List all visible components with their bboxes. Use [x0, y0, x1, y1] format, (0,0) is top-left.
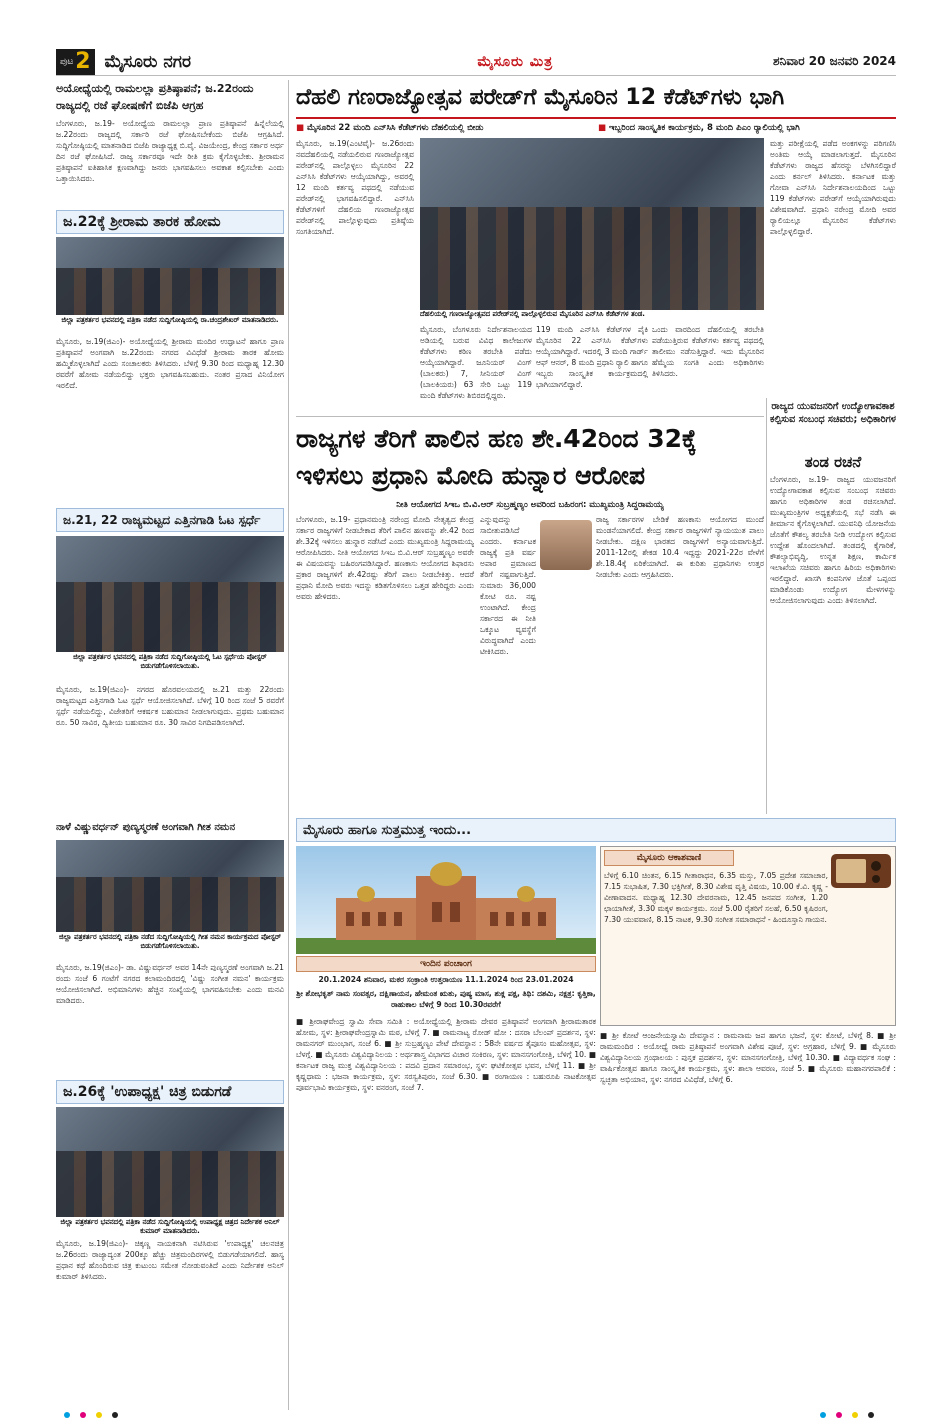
left-story-5-caption: ಜಿಲ್ಲಾ ಪತ್ರಕರ್ತರ ಭವನದಲ್ಲಿ ಪತ್ರಿಕಾ ನಡೆದ ಸುದ್ದಿಗೋಷ್ಠಿಯಲ್ಲಿ ಉಪಾಧ್ಯಕ್ಷ ಚಿತ್ರದ ನಿರ್ದೇಶಕ ಅನಿಲ್ ಕುಮಾರ್ ಮಾತನಾಡಿದರು.: [60, 1218, 280, 1235]
lead-subhead-1-text: ಮೈಸೂರಿನ 22 ಮಂದಿ ಎನ್‌ಸಿಸಿ ಕೆಡೆಟ್‌ಗಳು ದೆಹಲಿಯಲ್ಲಿ ಬೀಡು: [307, 123, 484, 133]
lead-body-col-4: ಒಂದು ವಾರದಿಂದ ದೆಹಲಿಯಲ್ಲಿ ತರಬೇತಿ ಪಡೆಯುತ್ತಿರುವ ಕೆಡೆಟ್‌ಗಳು ಕರ್ತವ್ಯ ಪಥದಲ್ಲಿ ತಾಲೀಮು ನಡೆಸುತ್ತಿದ್ದಾರೆ. ಇದು ಮೈಸೂರಿನ ಹೆಮ್ಮೆಯ ಸಂಗತಿ ಎಂದು ಅಧಿಕಾರಿಗಳು ತಿಳಿಸಿದರು.: [652, 325, 764, 378]
radio-title: ಮೈಸೂರು ಆಕಾಶವಾಣಿ: [604, 850, 734, 866]
left-story-5-body: ಮೈಸೂರು, ಜ.19(ಜಿಎಂ)- ಚಿಕ್ಕಣ್ಣ ನಾಯಕನಾಗಿ ನಟಿಸಿರುವ 'ಉಪಾಧ್ಯಕ್ಷ' ಚಲನಚಿತ್ರ ಜ.26ರಂದು ರಾಜ್ಯಾದ್ಯಂತ 200ಕ್ಕೂ ಹೆಚ್ಚು ಚಿತ್ರಮಂದಿರಗಳಲ್ಲಿ ಬಿಡುಗಡೆಯಾಗಲಿದೆ. ಹಾಸ್ಯ ಪ್ರಧಾನ ಕಥೆ ಹೊಂದಿರುವ ಚಿತ್ರ ಕುಟುಂಬ ಸಮೇತ ನೋಡುವಂತಿದೆ ಎಂದು ನಿರ್ದೇಶಕ ಅನಿಲ್ ಕುಮಾರ್ ತಿಳಿಸಿದರು.: [56, 1239, 284, 1281]
story2-body-col-1: ಬೆಂಗಳೂರು, ಜ.19- ಪ್ರಧಾನಮಂತ್ರಿ ನರೇಂದ್ರ ಮೋದಿ ನೇತೃತ್ವದ ಕೇಂದ್ರ ಸರ್ಕಾರ ರಾಜ್ಯಗಳಿಗೆ ನೀಡಬೇಕಾದ ತೆರಿಗೆ ಪಾಲಿನ ಹಣವನ್ನು ಶೇ.42 ರಿಂದ ಶೇ.32ಕ್ಕೆ ಇಳಿಸಲು ಹುನ್ನಾರ ನಡೆಸಿದೆ ಎಂದು ಮುಖ್ಯಮಂತ್ರಿ ಸಿದ್ದರಾಮಯ್ಯ ಆರೋಪಿಸಿದರು. ನೀತಿ ಆಯೋಗದ ಸಿಇಒ ಬಿ.ವಿ.ಆರ್ ಸುಬ್ರಹ್ಮಣ್ಯಂ ಅವರೇ ಈ ವಿಷಯವನ್ನು ಬಹಿರಂಗಪಡಿಸಿದ್ದಾರೆ. ಹಣಕಾಸು ಆಯೋಗದ ಶಿಫಾರಸು ಪ್ರಕಾರ ರಾಜ್ಯಗಳಿಗೆ ಶೇ.42ರಷ್ಟು ತೆರಿಗೆ ಪಾಲು ನೀಡಬೇಕಿತ್ತು. ಆದರೆ ಪ್ರಧಾನಿ ಮೋದಿ ಅವರು ಇದನ್ನು ಕಡಿತಗೊಳಿಸಲು ಒತ್ತಡ ಹೇರಿದ್ದರು ಎಂದು ಅವರು ಹೇಳಿದರು.: [296, 515, 474, 601]
panchanga-line-1: 20.1.2024 ಶನಿವಾರ, ಮಕರ ಸಂಕ್ರಾಂತಿ ಉತ್ತರಾಯಣ 11.1.2024 ರಿಂದ 23.01.2024: [318, 975, 574, 984]
section-name: ಮೈಸೂರು ನಗರ: [104, 51, 191, 72]
page-number-badge: [56, 49, 95, 75]
column-divider: [288, 80, 289, 1410]
ncc-cadets-photo: [420, 138, 764, 310]
press-meet-photo-1: [56, 237, 284, 315]
left-story-3-caption: ಜಿಲ್ಲಾ ಪತ್ರಕರ್ತರ ಭವನದಲ್ಲಿ ಪತ್ರಿಕಾ ನಡೆದ ಸುದ್ದಿಗೋಷ್ಠಿಯಲ್ಲಿ ಓಟ ಸ್ಪರ್ಧೆಯ ಪೋಸ್ಟರ್ ಬಿಡುಗಡೆಗೊಳಿಸಲಾಯಿತು.: [73, 653, 267, 670]
lead-body-col-5: ಮತ್ತು ಪರೀಕ್ಷೆಯಲ್ಲಿ ಪಡೆದ ಅಂಕಗಳನ್ನು ಪರಿಗಣಿಸಿ ಅಂತಿಮ ಆಯ್ಕೆ ಮಾಡಲಾಗುತ್ತದೆ. ಮೈಸೂರಿನ ಕೆಡೆಟ್‌ಗಳು ರಾಜ್ಯದ ಹೆಸರನ್ನು ಬೆಳಗಿಸಲಿದ್ದಾರೆ ಎಂದು ಕರ್ನಲ್ ತಿಳಿಸಿದರು. ಕರ್ನಾಟಕ ಮತ್ತು ಗೋವಾ ಎನ್‌ಸಿಸಿ ನಿರ್ದೇಶನಾಲಯದಿಂದ ಒಟ್ಟು 119 ಕೆಡೆಟ್‌ಗಳು ಪರೇಡ್‌ಗೆ ಆಯ್ಕೆಯಾಗಿರುವುದು ವಿಶೇಷವಾಗಿದೆ. ಪ್ರಧಾನಿ ನರೇಂದ್ರ ಮೋದಿ ಅವರ ರ್‍ಯಾಲಿಯಲ್ಲೂ ಮೈಸೂರಿನ ಕೆಡೆಟ್‌ಗಳು ಪಾಲ್ಗೊಳ್ಳಲಿದ್ದಾರೆ.: [770, 139, 896, 236]
story2-body-col-3: ರಾಜ್ಯ ಸರ್ಕಾರಗಳ ಬೇಡಿಕೆ ಹಣಕಾಸು ಆಯೋಗದ ಮುಂದೆ ಮಂಡನೆಯಾಗಲಿದೆ. ಕೇಂದ್ರ ಸರ್ಕಾರ ರಾಜ್ಯಗಳಿಗೆ ನ್ಯಾಯಯುತ ಪಾಲು ನೀಡಬೇಕು. ದಕ್ಷಿಣ ಭಾರತದ ರಾಜ್ಯಗಳಿಗೆ ಅನ್ಯಾಯವಾಗುತ್ತಿದೆ. 2011-12ರಲ್ಲಿ ಶೇಕಡ 10.4 ಇದ್ದದ್ದು 2021-22ರ ವೇಳೆಗೆ ಶೇ.18.4ಕ್ಕೆ ಏರಿಕೆಯಾಗಿದೆ. ಈ ಕುರಿತು ಪ್ರಧಾನಿಗಳು ಉತ್ತರ ನೀಡಬೇಕು ಎಂದು ಆಗ್ರಹಿಸಿದರು.: [596, 515, 764, 579]
geetha-namana-photo: [56, 840, 284, 932]
lead-body-col-2: ಮೈಸೂರು, ಬೆಂಗಳೂರು ನಿರ್ದೇಶನಾಲಯದ ಅಡಿಯಲ್ಲಿ ಬರುವ ವಿವಿಧ ಕಾಲೇಜುಗಳ ಕೆಡೆಟ್‌ಗಳು ಕಠಿಣ ತರಬೇತಿ ಪಡೆದು ಆಯ್ಕೆಯಾಗಿದ್ದಾರೆ. ಜೂನಿಯರ್ ವಿಂಗ್ (ಬಾಲಕರು) 7, ಸೀನಿಯರ್ ವಿಂಗ್ (ಬಾಲಕಿಯರು) 63 ಸೇರಿ ಒಟ್ಟು 119 ಮಂದಿ ಕೆಡೆಟ್‌ಗಳು ಶಿಬಿರದಲ್ಲಿದ್ದರು.: [420, 325, 532, 400]
left-story-4-caption: ಜಿಲ್ಲಾ ಪತ್ರಕರ್ತರ ಭವನದಲ್ಲಿ ಪತ್ರಿಕಾ ನಡೆದ ಸುದ್ದಿಗೋಷ್ಠಿಯಲ್ಲಿ ಗೀತ ನಮನ ಕಾರ್ಯಕ್ರಮದ ಪೋಸ್ಟರ್ ಬಿಡುಗಡೆಗೊಳಿಸಲಾಯಿತು.: [59, 933, 281, 950]
radio-schedule-body: ಬೆಳಿಗ್ಗೆ 6.10 ಚಿಂತನ, 6.15 ಗೀತಾರಾಧನ, 6.35 ಮಸ್ತು, 7.05 ಪ್ರದೇಶ ಸಮಾಚಾರ, 7.15 ಸುಭಾಷಿತ, 7.30 ಭಕ್ತಿಗೀತೆ, 8.30 ವಿಶೇಷ ವೃತ್ತಿ ವಿಷಯ, 10.00 ಕೆ.ವಿ. ಕೃಷ್ಣ - ವೀಣಾವಾದನ. ಮಧ್ಯಾಹ್ನ 12.30 ದೇವರನಾಮ, 12.45 ಜನಪದ ಸಂಗೀತ, 1.20 ಛಾಯಾಗೀತೆ, 3.30 ಮಕ್ಕಳ ಕಾರ್ಯಕ್ರಮ. ಸಂಜೆ 5.00 ರೈತರಿಗೆ ಸಲಹೆ, 6.50 ಕೃಷಿರಂಗ, 7.30 ಯುವವಾಣಿ, 8.15 ನಾಟಕ, 9.30 ಸಂಗೀತ ಸಮಾರಾಧನೆ - ಹಿಂದೂಸ್ತಾನಿ ಗಾಯನ.: [604, 871, 828, 924]
left-story-5-headline: ಜ.26ಕ್ಕೆ 'ಉಪಾಧ್ಯಕ್ಷ' ಚಿತ್ರ ಬಿಡುಗಡೆ: [56, 1080, 284, 1104]
left-story-4-headline: ನಾಳೆ ವಿಷ್ಣುವರ್ಧನ್ ಪುಣ್ಯಸ್ಮರಣೆ ಅಂಗವಾಗಿ ಗೀತ ನಮನ: [56, 822, 236, 833]
story3-headline-emphasis: ತಂಡ ರಚನೆ: [804, 453, 862, 471]
mysore-palace-illustration: [296, 846, 596, 954]
cm-portrait-photo: [540, 520, 592, 570]
left-story-2-caption: ಜಿಲ್ಲಾ ಪತ್ರಕರ್ತರ ಭವನದಲ್ಲಿ ಪತ್ರಿಕಾ ನಡೆದ ಸುದ್ದಿಗೋಷ್ಠಿಯಲ್ಲಿ ರಾ.ಚಂದ್ರಶೇಖರ್ ಮಾತನಾಡಿದರು.: [61, 316, 279, 324]
left-story-3-headline: ಜ.21, 22 ರಾಜ್ಯಮಟ್ಟದ ಎತ್ತಿನಗಾಡಿ ಓಟ ಸ್ಪರ್ಧೆ: [56, 508, 284, 532]
print-color-marks: [64, 1412, 118, 1418]
today-section-title: ಮೈಸೂರು ಹಾಗೂ ಸುತ್ತಮುತ್ತ ಇಂದು...: [296, 818, 896, 842]
page-label: ಪುಟ: [60, 56, 74, 67]
lead-body-col-1: ಮೈಸೂರು, ಜ.19(ಎಂಟಿವೈ)- ಜ.26ರಂದು ನವದೆಹಲಿಯಲ್ಲಿ ನಡೆಯಲಿರುವ ಗಣರಾಜ್ಯೋತ್ಸವ ಪರೇಡ್‌ನಲ್ಲಿ ಪಾಲ್ಗೊಳ್ಳಲು ಮೈಸೂರಿನ 22 ಎನ್‌ಸಿಸಿ ಕೆಡೆಟ್‌ಗಳು ಆಯ್ಕೆಯಾಗಿದ್ದು, ಅವರಲ್ಲಿ 12 ಮಂದಿ ಕರ್ತವ್ಯ ಪಥದಲ್ಲಿ ನಡೆಯುವ ಪರೇಡ್‌ನಲ್ಲಿ ಭಾಗವಹಿಸಲಿದ್ದಾರೆ. ಎನ್‌ಸಿಸಿ ಕೆಡೆಟ್‌ಗಳಿಗೆ ದೆಹಲಿಯ ಗಣರಾಜ್ಯೋತ್ಸವ ಪರೇಡ್‌ನಲ್ಲಿ ಪಾಲ್ಗೊಳ್ಳುವುದು ಪ್ರತಿಷ್ಠೆಯ ಸಂಗತಿಯಾಗಿದೆ.: [296, 139, 414, 236]
lead-subhead-2-text: ಇಬ್ಬರಿಂದ ಸಾಂಸ್ಕೃತಿಕ ಕಾರ್ಯಕ್ರಮ, 8 ಮಂದಿ ಪಿಎಂ ರ್‍ಯಾಲಿಯಲ್ಲಿ ಭಾಗಿ: [609, 123, 800, 133]
issue-date: ಶನಿವಾರ 20 ಜನವರಿ 2024: [773, 54, 896, 68]
page-number: 2: [75, 49, 91, 74]
lead-subhead-1: ■ ಮೈಸೂರಿನ 22 ಮಂದಿ ಎನ್‌ಸಿಸಿ ಕೆಡೆಟ್‌ಗಳು ದೆಹಲಿಯಲ್ಲಿ ಬೀಡು: [296, 123, 484, 133]
story3-headline: ರಾಜ್ಯದ ಯುವಜನರಿಗೆ ಉದ್ಯೋಗಾವಕಾಶ ಕಲ್ಪಿಸುವ ಸಂಬಂಧ ಸಚಿವರು; ಅಧಿಕಾರಿಗಳ: [770, 401, 896, 425]
story2-headline: ರಾಜ್ಯಗಳ ತೆರಿಗೆ ಪಾಲಿನ ಹಣ ಶೇ.42ರಿಂದ 32ಕ್ಕೆ ಇಳಿಸಲು ಪ್ರಧಾನಿ ಮೋದಿ ಹುನ್ನಾರ ಆರೋಪ: [296, 424, 697, 490]
print-color-marks-right: [820, 1412, 874, 1418]
story2-body-col-2: ಎನ್ನುವುದನ್ನು ಸಾಬೀತುಪಡಿಸಿದೆ ಎಂದರು. ಕರ್ನಾಟಕ ರಾಜ್ಯಕ್ಕೆ ಪ್ರತಿ ವರ್ಷ ಅಪಾರ ಪ್ರಮಾಣದ ತೆರಿಗೆ ನಷ್ಟವಾಗುತ್ತಿದೆ. ಸುಮಾರು 36,000 ಕೋಟಿ ರೂ. ನಷ್ಟ ಉಂಟಾಗಿದೆ. ಕೇಂದ್ರ ಸರ್ಕಾರದ ಈ ನೀತಿ ಒಕ್ಕೂಟ ವ್ಯವಸ್ಥೆಗೆ ವಿರುದ್ಧವಾಗಿದೆ ಎಂದು ಟೀಕಿಸಿದರು.: [480, 515, 536, 656]
left-story-2-body: ಮೈಸೂರು, ಜ.19(ಜಿಎಂ)- ಅಯೋಧ್ಯೆಯಲ್ಲಿ ಶ್ರೀರಾಮ ಮಂದಿರ ಉದ್ಘಾಟನೆ ಹಾಗೂ ಪ್ರಾಣ ಪ್ರತಿಷ್ಠಾಪನೆ ಅಂಗವಾಗಿ ಜ.22ರಂದು ನಗರದ ವಿವಿಧೆಡೆ ಶ್ರೀರಾಮ ತಾರಕ ಹೋಮ ಹಮ್ಮಿಕೊಳ್ಳಲಾಗಿದೆ ಎಂದು ಸಂಚಾಲಕರು ತಿಳಿಸಿದರು. ಬೆಳಿಗ್ಗೆ 9.30 ರಿಂದ ಮಧ್ಯಾಹ್ನ 12.30 ರವರೆಗೆ ಹೋಮ ನಡೆಯಲಿದ್ದು ಭಕ್ತರು ಭಾಗವಹಿಸಬಹುದು. ನಂತರ ಪ್ರಸಾದ ವಿನಿಯೋಗ ಇರಲಿದೆ.: [56, 337, 284, 390]
panchanga-title: ಇಂದಿನ ಪಂಚಾಂಗ: [296, 956, 596, 972]
story-divider: [296, 416, 764, 417]
left-story-3-body: ಮೈಸೂರು, ಜ.19(ಜಿಎಂ)- ನಗರದ ಹೊರವಲಯದಲ್ಲಿ ಜ.21 ಮತ್ತು 22ರಂದು ರಾಜ್ಯಮಟ್ಟದ ಎತ್ತಿನಗಾಡಿ ಓಟ ಸ್ಪರ್ಧೆ ಆಯೋಜಿಸಲಾಗಿದೆ. ಬೆಳಿಗ್ಗೆ 10 ರಿಂದ ಸಂಜೆ 5 ರವರೆಗೆ ಸ್ಪರ್ಧೆ ನಡೆಯಲಿದ್ದು, ವಿಜೇತರಿಗೆ ಆಕರ್ಷಕ ಬಹುಮಾನ ನೀಡಲಾಗುವುದು. ಪ್ರಥಮ ಬಹುಮಾನ ರೂ. 50 ಸಾವಿರ, ದ್ವಿತೀಯ ಬಹುಮಾನ ರೂ. 30 ಸಾವಿರ ನಿಗದಿಪಡಿಸಲಾಗಿದೆ.: [56, 685, 284, 727]
left-story-1-body: ಬೆಂಗಳೂರು, ಜ.19- ಅಯೋಧ್ಯೆಯ ರಾಮಲಲ್ಲಾ ಪ್ರಾಣ ಪ್ರತಿಷ್ಠಾಪನೆ ಹಿನ್ನೆಲೆಯಲ್ಲಿ ಜ.22ರಂದು ರಾಜ್ಯದಲ್ಲಿ ಸರ್ಕಾರಿ ರಜೆ ಘೋಷಿಸಬೇಕೆಂದು ಬಿಜೆಪಿ ಆಗ್ರಹಿಸಿದೆ. ಸುದ್ದಿಗೋಷ್ಠಿಯಲ್ಲಿ ಮಾತನಾಡಿದ ಬಿಜೆಪಿ ರಾಜ್ಯಾಧ್ಯಕ್ಷ ಬಿ.ವೈ. ವಿಜಯೇಂದ್ರ, ಕೇಂದ್ರ ಸರ್ಕಾರ ಅರ್ಧ ದಿನ ರಜೆ ಘೋಷಿಸಿದೆ. ರಾಜ್ಯ ಸರ್ಕಾರವೂ ಇದೇ ರೀತಿ ಕ್ರಮ ಕೈಗೊಳ್ಳಬೇಕು. ಶ್ರೀರಾಮನ ಪ್ರತಿಷ್ಠಾಪನೆ ಐತಿಹಾಸಿಕ ಕ್ಷಣವಾಗಿದ್ದು ಜನರು ಭಾಗವಹಿಸಲು ಅವಕಾಶ ಕಲ್ಪಿಸಬೇಕು ಎಂದು ಒತ್ತಾಯಿಸಿದರು.: [56, 119, 284, 183]
left-story-1-headline: ಅಯೋಧ್ಯೆಯಲ್ಲಿ ರಾಮಲಲ್ಲಾ ಪ್ರತಿಷ್ಠಾಪನೆ; ಜ.22ರಂದು ರಾಜ್ಯದಲ್ಲಿ ರಜೆ ಘೋಷಣೆಗೆ ಬಿಜೆಪಿ ಆಗ್ರಹ: [56, 82, 254, 112]
panchanga-line-2: ಶ್ರೀ ಶೋಭಕೃತ್ ನಾಮ ಸಂವತ್ಸರ, ದಕ್ಷಿಣಾಯನ, ಹೇಮಂತ ಋತು, ಪುಷ್ಯ ಮಾಸ, ಶುಕ್ಲ ಪಕ್ಷ, ತಿಥಿ: ದಶಮಿ, ನಕ್ಷತ್ರ: ಕೃತ್ತಿಕಾ, ರಾಹುಕಾಲ ಬೆಳಿಗ್ಗೆ 9 ರಿಂದ 10.30ರವರೆಗೆ: [296, 989, 596, 1009]
lead-body-col-3: 119 ಮಂದಿ ಎನ್‌ಸಿಸಿ ಕೆಡೆಟ್‌ಗಳ ಪೈಕಿ ಮೈಸೂರಿನ 22 ಎನ್‌ಸಿಸಿ ಕೆಡೆಟ್‌ಗಳು ಆಯ್ಕೆಯಾಗಿದ್ದಾರೆ. ಇದರಲ್ಲಿ 3 ಮಂದಿ ಗಾರ್ಡ್ ಆಫ್ ಆನರ್, 8 ಮಂದಿ ಪ್ರಧಾನಿ ರ್‍ಯಾಲಿ ಹಾಗೂ ಇಬ್ಬರು ಸಾಂಸ್ಕೃತಿಕ ಕಾರ್ಯಕ್ರಮದಲ್ಲಿ ಭಾಗಿಯಾಗಲಿದ್ದಾರೆ.: [536, 325, 648, 389]
story3-body: ಬೆಂಗಳೂರು, ಜ.19- ರಾಜ್ಯದ ಯುವಜನರಿಗೆ ಉದ್ಯೋಗಾವಕಾಶ ಕಲ್ಪಿಸುವ ಸಂಬಂಧ ಸಚಿವರು ಹಾಗೂ ಅಧಿಕಾರಿಗಳ ತಂಡ ರಚಿಸಲಾಗಿದೆ. ಮುಖ್ಯಮಂತ್ರಿಗಳ ಅಧ್ಯಕ್ಷತೆಯಲ್ಲಿ ಸಭೆ ನಡೆಸಿ ಈ ತೀರ್ಮಾನ ಕೈಗೊಳ್ಳಲಾಗಿದೆ. ಯುವನಿಧಿ ಯೋಜನೆಯ ಜೊತೆಗೆ ಕೌಶಲ್ಯ ತರಬೇತಿ ನೀಡಿ ಉದ್ಯೋಗ ಕಲ್ಪಿಸುವ ಉದ್ದೇಶ ಹೊಂದಲಾಗಿದೆ. ತಂಡದಲ್ಲಿ ಕೈಗಾರಿಕೆ, ಕೌಶಲ್ಯಾಭಿವೃದ್ಧಿ, ಉನ್ನತ ಶಿಕ್ಷಣ, ಕಾರ್ಮಿಕ ಇಲಾಖೆಯ ಸಚಿವರು ಹಾಗೂ ಹಿರಿಯ ಅಧಿಕಾರಿಗಳು ಇರಲಿದ್ದಾರೆ. ಖಾಸಗಿ ಕಂಪನಿಗಳ ಜೊತೆ ಒಪ್ಪಂದ ಮಾಡಿಕೊಂಡು ಉದ್ಯೋಗ ಮೇಳಗಳನ್ನು ಆಯೋಜಿಸಲಾಗುವುದು ಎಂದು ತಿಳಿಸಲಾಗಿದೆ.: [770, 475, 896, 605]
headline-rule: [296, 117, 896, 119]
lead-subhead-2: ■ ಇಬ್ಬರಿಂದ ಸಾಂಸ್ಕೃತಿಕ ಕಾರ್ಯಕ್ರಮ, 8 ಮಂದಿ ಪಿಎಂ ರ್‍ಯಾಲಿಯಲ್ಲಿ ಭಾಗಿ: [598, 123, 800, 133]
left-story-2-headline: ಜ.22ಕ್ಕೆ ಶ್ರೀರಾಮ ತಾರಕ ಹೋಮ: [56, 210, 284, 234]
movie-press-meet-photo: [56, 1107, 284, 1217]
story2-subhead: ನೀತಿ ಆಯೋಗದ ಸಿಇಒ ಬಿ.ವಿ.ಆರ್ ಸುಬ್ರಹ್ಮಣ್ಯಂ ಅವರಿಂದ ಬಹಿರಂಗ: ಮುಖ್ಯಮಂತ್ರಿ ಸಿದ್ದರಾಮಯ್ಯ: [396, 500, 664, 510]
left-story-4-body: ಮೈಸೂರು, ಜ.19(ಜಿಎಂ)- ಡಾ. ವಿಷ್ಣುವರ್ಧನ್ ಅವರ 14ನೇ ಪುಣ್ಯಸ್ಮರಣೆ ಅಂಗವಾಗಿ ಜ.21 ರಂದು ಸಂಜೆ 6 ಗಂಟೆಗೆ ನಗರದ ಕಲಾಮಂದಿರದಲ್ಲಿ 'ವಿಷ್ಣು ಸಂಗೀತ ನಮನ' ಕಾರ್ಯಕ್ರಮ ಆಯೋಜಿಸಲಾಗಿದೆ. ಅಭಿಮಾನಿಗಳು ಹೆಚ್ಚಿನ ಸಂಖ್ಯೆಯಲ್ಲಿ ಭಾಗವಹಿಸಬೇಕು ಎಂದು ಮನವಿ ಮಾಡಿದರು.: [56, 963, 284, 1005]
lead-photo-caption: ದೆಹಲಿಯಲ್ಲಿ ಗಣರಾಜ್ಯೋತ್ಸವದ ಪರೇಡ್‌ನಲ್ಲಿ ಪಾಲ್ಗೊಳ್ಳಲಿರುವ ಮೈಸೂರಿನ ಎನ್‌ಸಿಸಿ ಕೆಡೆಟ್‌ಗಳ ತಂಡ.: [420, 310, 645, 318]
masthead: ಮೈಸೂರು ಮಿತ್ರ: [477, 53, 554, 70]
today-events-list: ■ ಶ್ರೀರಾಘವೇಂದ್ರ ಸ್ವಾಮಿ ಸೇವಾ ಸಮಿತಿ : ಅಯೋಧ್ಯೆಯಲ್ಲಿ ಶ್ರೀರಾಮ ದೇವರ ಪ್ರತಿಷ್ಠಾಪನೆ ಅಂಗವಾಗಿ ಶ್ರೀರಾಮತಾರಕ ಹೋಮ, ಸ್ಥಳ: ಶ್ರೀರಾಘವೇಂದ್ರಸ್ವಾಮಿ ಮಠ, ಬೆಳಿಗ್ಗೆ 7. ■ ರಾಮನಾಟ್ಯ ರೋಡ್ ಷೋ : ದಸರಾ ಬೆಲಂಪ್ ಪ್ರದರ್ಶನ, ಸ್ಥಳ: ರಾಮನಗರ್ ಮುಂಭಾಗ, ಸಂಜೆ 6. ■ ಶ್ರೀ ಸುಬ್ರಹ್ಮಣ್ಯಂ ಪೇಟೆ ದೇವಸ್ಥಾನ : 58ನೇ ವರ್ಷದ ತೈಪೂಸಂ ಮಹೋತ್ಸವ, ಸ್ಥಳ: ಬೆಳಗ್ಗೆ. ■ ಮೈಸೂರು ವಿಶ್ವವಿದ್ಯಾನಿಲಯ : ಅರ್ಥಶಾಸ್ತ್ರ ವಿಭಾಗದ ವಿಚಾರ ಸಂಕಿರಣ, ಸ್ಥಳ: ಮಾನಸಗಂಗೋತ್ರಿ, ಬೆಳಿಗ್ಗೆ 10. ■ ಕರ್ನಾಟಕ ರಾಜ್ಯ ಮುಕ್ತ ವಿಶ್ವವಿದ್ಯಾನಿಲಯ : ಪದವಿ ಪ್ರದಾನ ಸಮಾರಂಭ, ಸ್ಥಳ: ಘಟಿಕೋತ್ಸವ ಭವನ, ಬೆಳಿಗ್ಗೆ 11. ■ ಶ್ರೀ ಕೃಷ್ಣಧಾಮ : ಭಜನಾ ಕಾರ್ಯಕ್ರಮ, ಸ್ಥಳ: ಸರಸ್ವತಿಪುರಂ, ಸಂಜೆ 6.30. ■ ರಂಗಾಯಣ : ಬಹುರೂಪಿ ನಾಟಕೋತ್ಸವ ಪೂರ್ವಭಾವಿ ಕಾರ್ಯಕ್ರಮ, ಸ್ಥಳ: ವನರಂಗ, ಸಂಜೆ 7.: [296, 1017, 596, 1092]
lead-headline: ದೆಹಲಿ ಗಣರಾಜ್ಯೋತ್ಸವ ಪರೇಡ್‌ಗೆ ಮೈಸೂರಿನ 12 ಕೆಡೆಟ್‌ಗಳು ಭಾಗಿ: [296, 85, 785, 110]
bullock-cart-race-photo: [56, 536, 284, 652]
right-col-divider: [766, 398, 767, 814]
page-header: [56, 48, 896, 76]
today-events-right: ■ ಶ್ರೀ ಕೋಟೆ ಆಂಜನೇಯಸ್ವಾಮಿ ದೇವಸ್ಥಾನ : ರಾಮನಾಮ ಜಪ ಹಾಗೂ ಭಜನೆ, ಸ್ಥಳ: ಕೋಟೆ, ಬೆಳಿಗ್ಗೆ 8. ■ ಶ್ರೀ ರಾಮಮಂದಿರ : ಅಯೋಧ್ಯೆ ರಾಮ ಪ್ರತಿಷ್ಠಾಪನೆ ಅಂಗವಾಗಿ ವಿಶೇಷ ಪೂಜೆ, ಸ್ಥಳ: ಅಗ್ರಹಾರ, ಬೆಳಿಗ್ಗೆ 9. ■ ಮೈಸೂರು ವಿಶ್ವವಿದ್ಯಾನಿಲಯ ಗ್ರಂಥಾಲಯ : ಪುಸ್ತಕ ಪ್ರದರ್ಶನ, ಸ್ಥಳ: ಮಾನಸಗಂಗೋತ್ರಿ, ಬೆಳಿಗ್ಗೆ 10.30. ■ ವಿದ್ಯಾವರ್ಧಕ ಸಂಘ : ವಾರ್ಷಿಕೋತ್ಸವ ಹಾಗೂ ಸಾಂಸ್ಕೃತಿಕ ಕಾರ್ಯಕ್ರಮ, ಸ್ಥಳ: ಶಾಲಾ ಆವರಣ, ಸಂಜೆ 5. ■ ಮೈಸೂರು ಮಹಾನಗರಪಾಲಿಕೆ : ಸ್ವಚ್ಛತಾ ಅಭಿಯಾನ, ಸ್ಥಳ: ನಗರದ ವಿವಿಧೆಡೆ, ಬೆಳಿಗ್ಗೆ 6.: [600, 1031, 896, 1084]
radio-icon: [830, 850, 892, 890]
